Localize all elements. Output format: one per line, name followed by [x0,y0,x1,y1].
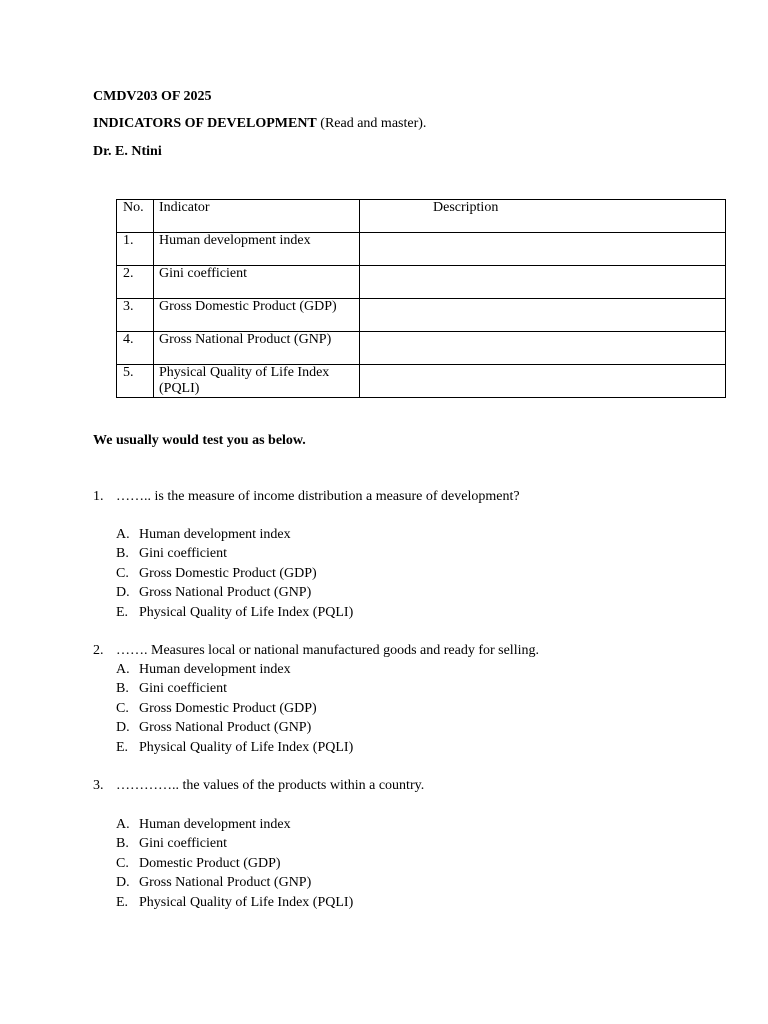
option-text: Gini coefficient [139,681,227,697]
question-3 [93,777,424,795]
option-letter: A. [116,527,130,542]
row-number: 2. [117,266,154,299]
option-letter: A. [116,817,130,832]
table-row [117,332,726,365]
option-letter: B. [116,546,129,562]
option-item [116,738,353,757]
option-text: Physical Quality of Life Index (PQLI) [139,604,354,620]
row-number: 3. [117,299,154,332]
row-description [360,233,726,266]
option-item [116,679,353,698]
question-1 [93,488,520,506]
table-row [117,233,726,266]
question-2 [93,642,539,660]
question-text: ……. Measures local or national manufactured goods and ready for selling. [116,643,539,658]
test-intro: We usually would test you as below. [93,433,306,448]
option-item [116,718,353,737]
lecturer-name: Dr. E. Ntini [93,144,162,159]
option-letter: E. [116,894,129,910]
option-letter: B. [116,681,129,697]
option-letter: B. [116,836,129,852]
option-text: Human development index [139,527,291,542]
header-no: No. [117,200,154,233]
question-3-options [116,815,353,912]
option-item [116,603,353,622]
row-indicator: Gini coefficient [154,266,360,299]
question-2-options [116,660,353,757]
option-item [116,525,353,544]
document-title [93,115,426,133]
row-number: 4. [117,332,154,365]
option-text: Gross National Product (GNP) [139,875,312,891]
option-letter: C. [116,855,129,871]
option-text: Gross National Product (GNP) [139,585,312,601]
question-number: 1. [93,489,104,504]
option-letter: D. [116,875,130,891]
header-description: Description [360,200,726,233]
option-item [116,544,353,563]
option-text: Gross National Product (GNP) [139,720,312,736]
option-letter: C. [116,565,129,581]
row-indicator: Physical Quality of Life Index (PQLI) [154,365,360,398]
row-description [360,266,726,299]
option-item [116,834,353,853]
option-text: Gross Domestic Product (GDP) [139,565,317,581]
row-number: 1. [117,233,154,266]
row-description [360,332,726,365]
option-item [116,564,353,583]
question-number: 2. [93,643,104,658]
question-text: ………….. the values of the products within a country. [116,778,425,793]
row-description [360,365,726,398]
row-number: 5. [117,365,154,398]
option-text: Physical Quality of Life Index (PQLI) [139,739,354,755]
option-item [116,660,353,679]
row-description [360,299,726,332]
option-text: Gross Domestic Product (GDP) [139,700,317,716]
row-indicator: Gross National Product (GNP) [154,332,360,365]
option-text: Physical Quality of Life Index (PQLI) [139,894,354,910]
option-item [116,893,353,912]
option-letter: A. [116,662,130,677]
option-text: Human development index [139,817,291,832]
option-text: Gini coefficient [139,836,227,852]
header-indicator: Indicator [154,200,360,233]
table-row [117,299,726,332]
option-letter: E. [116,739,129,755]
topic-title: INDICATORS OF DEVELOPMENT [93,116,317,131]
table-header-row [117,200,726,233]
option-item [116,873,353,892]
course-code: CMDV203 OF 2025 [93,89,212,104]
table-row [117,266,726,299]
row-indicator: Gross Domestic Product (GDP) [154,299,360,332]
option-letter: D. [116,720,130,736]
option-text: Domestic Product (GDP) [139,855,281,871]
option-item [116,854,353,873]
option-text: Human development index [139,662,291,677]
option-item [116,815,353,834]
option-letter: E. [116,604,129,620]
question-text: …….. is the measure of income distribution a measure of development? [116,489,520,504]
option-text: Gini coefficient [139,546,227,562]
question-1-options [116,525,353,622]
topic-note: (Read and master). [316,116,427,131]
table-row [117,365,726,398]
option-letter: C. [116,700,129,716]
question-number: 3. [93,778,104,793]
row-indicator: Human development index [154,233,360,266]
option-item [116,583,353,602]
option-item [116,699,353,718]
option-letter: D. [116,585,130,601]
indicators-table [116,199,726,398]
